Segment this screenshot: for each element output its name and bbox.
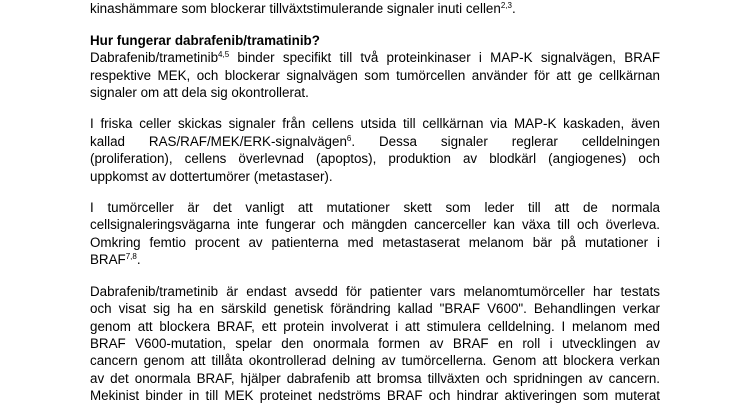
paragraph-mechanism xyxy=(90,49,660,101)
text-line: I friska celler skickas signaler från cellens utsida till cellkärnan via MAP-K kaskaden, även xyxy=(90,116,660,132)
citation: 7,8 xyxy=(125,252,137,262)
text-line xyxy=(90,251,660,268)
text-line: signaler om att dela sig okontrollerat. xyxy=(90,85,309,101)
citation: 6 xyxy=(346,133,352,143)
text-line: uppkomst av dottertumörer (metastaser). xyxy=(90,168,333,184)
text-line xyxy=(90,133,660,150)
text-fragment: binder specifikt till två proteinkinaser i MAP-K signalvägen, BRAF xyxy=(229,50,660,66)
text-line: (proliferation), cellens överlevnad (apoptos), produktion av blodkärl (angiogenes) och xyxy=(90,151,660,167)
text-fragment: Dabrafenib/trametinib xyxy=(90,50,219,66)
text-line: Dabrafenib/trametinib är endast avsedd för patienter vars melanomtumörceller har testats xyxy=(90,283,660,299)
citation: 2,3 xyxy=(500,1,512,11)
text-line: genom att blockera BRAF, ett protein involverat i att stimulera celldelning. I melanom med xyxy=(90,318,660,334)
text-fragment: . Dessa signaler reglerar celldelningen xyxy=(351,133,660,149)
text-line: cellsignaleringsvägarna inte fungerar och mängden cancerceller kan växa till och överleva. xyxy=(90,217,660,233)
paragraph-intro xyxy=(90,0,660,18)
text-fragment: kallad RAS/RAF/MEK/ERK-signalvägen xyxy=(90,133,347,149)
text-line xyxy=(90,49,660,66)
text-line: BRAF V600-mutation, spelar den onormala formen av BRAF en roll i utvecklingen av xyxy=(90,335,660,351)
citation: 4,5 xyxy=(218,50,230,60)
text-fragment: . xyxy=(136,252,141,268)
text-line: och visat sig ha en särskild genetisk förändring kallad "BRAF V600". Behandlingen verkar xyxy=(90,301,660,317)
section-heading: Hur fungerar dabrafenib/tramatinib? xyxy=(90,32,320,48)
text-line: av det onormala BRAF, hjälper dabrafenib att bromsa tillväxten och spridningen av cancern. xyxy=(90,370,660,386)
text-fragment: BRAF xyxy=(90,252,126,268)
text-line: cancern genom att tillåta okontrollerad delning av tumörcellerna. Genom att blockera verkan xyxy=(90,353,660,369)
text-line: Mekinist binder in till MEK proteinet nedströms BRAF och hindrar aktiveringen som muterat xyxy=(90,388,660,404)
text-line: I tumörceller är det vanligt att mutationer skett som leder till att de normala xyxy=(90,200,660,216)
paragraph-healthy-cells xyxy=(90,115,660,185)
text-line: Omkring femtio procent av patienterna med metastaserat melanom bär på mutationer i xyxy=(90,234,660,250)
document-body xyxy=(90,0,660,405)
text-line xyxy=(90,0,660,17)
text-line: respektive MEK, och blockerar signalvägen som tumörcellen använder för att ge cellkärnan xyxy=(90,67,660,83)
paragraph-tumor-cells xyxy=(90,199,660,269)
text-fragment: . xyxy=(511,1,516,17)
text-fragment: kinashämmare som blockerar tillväxtstimulerande signaler inuti cellen xyxy=(90,1,501,17)
paragraph-braf-v600 xyxy=(90,283,660,405)
